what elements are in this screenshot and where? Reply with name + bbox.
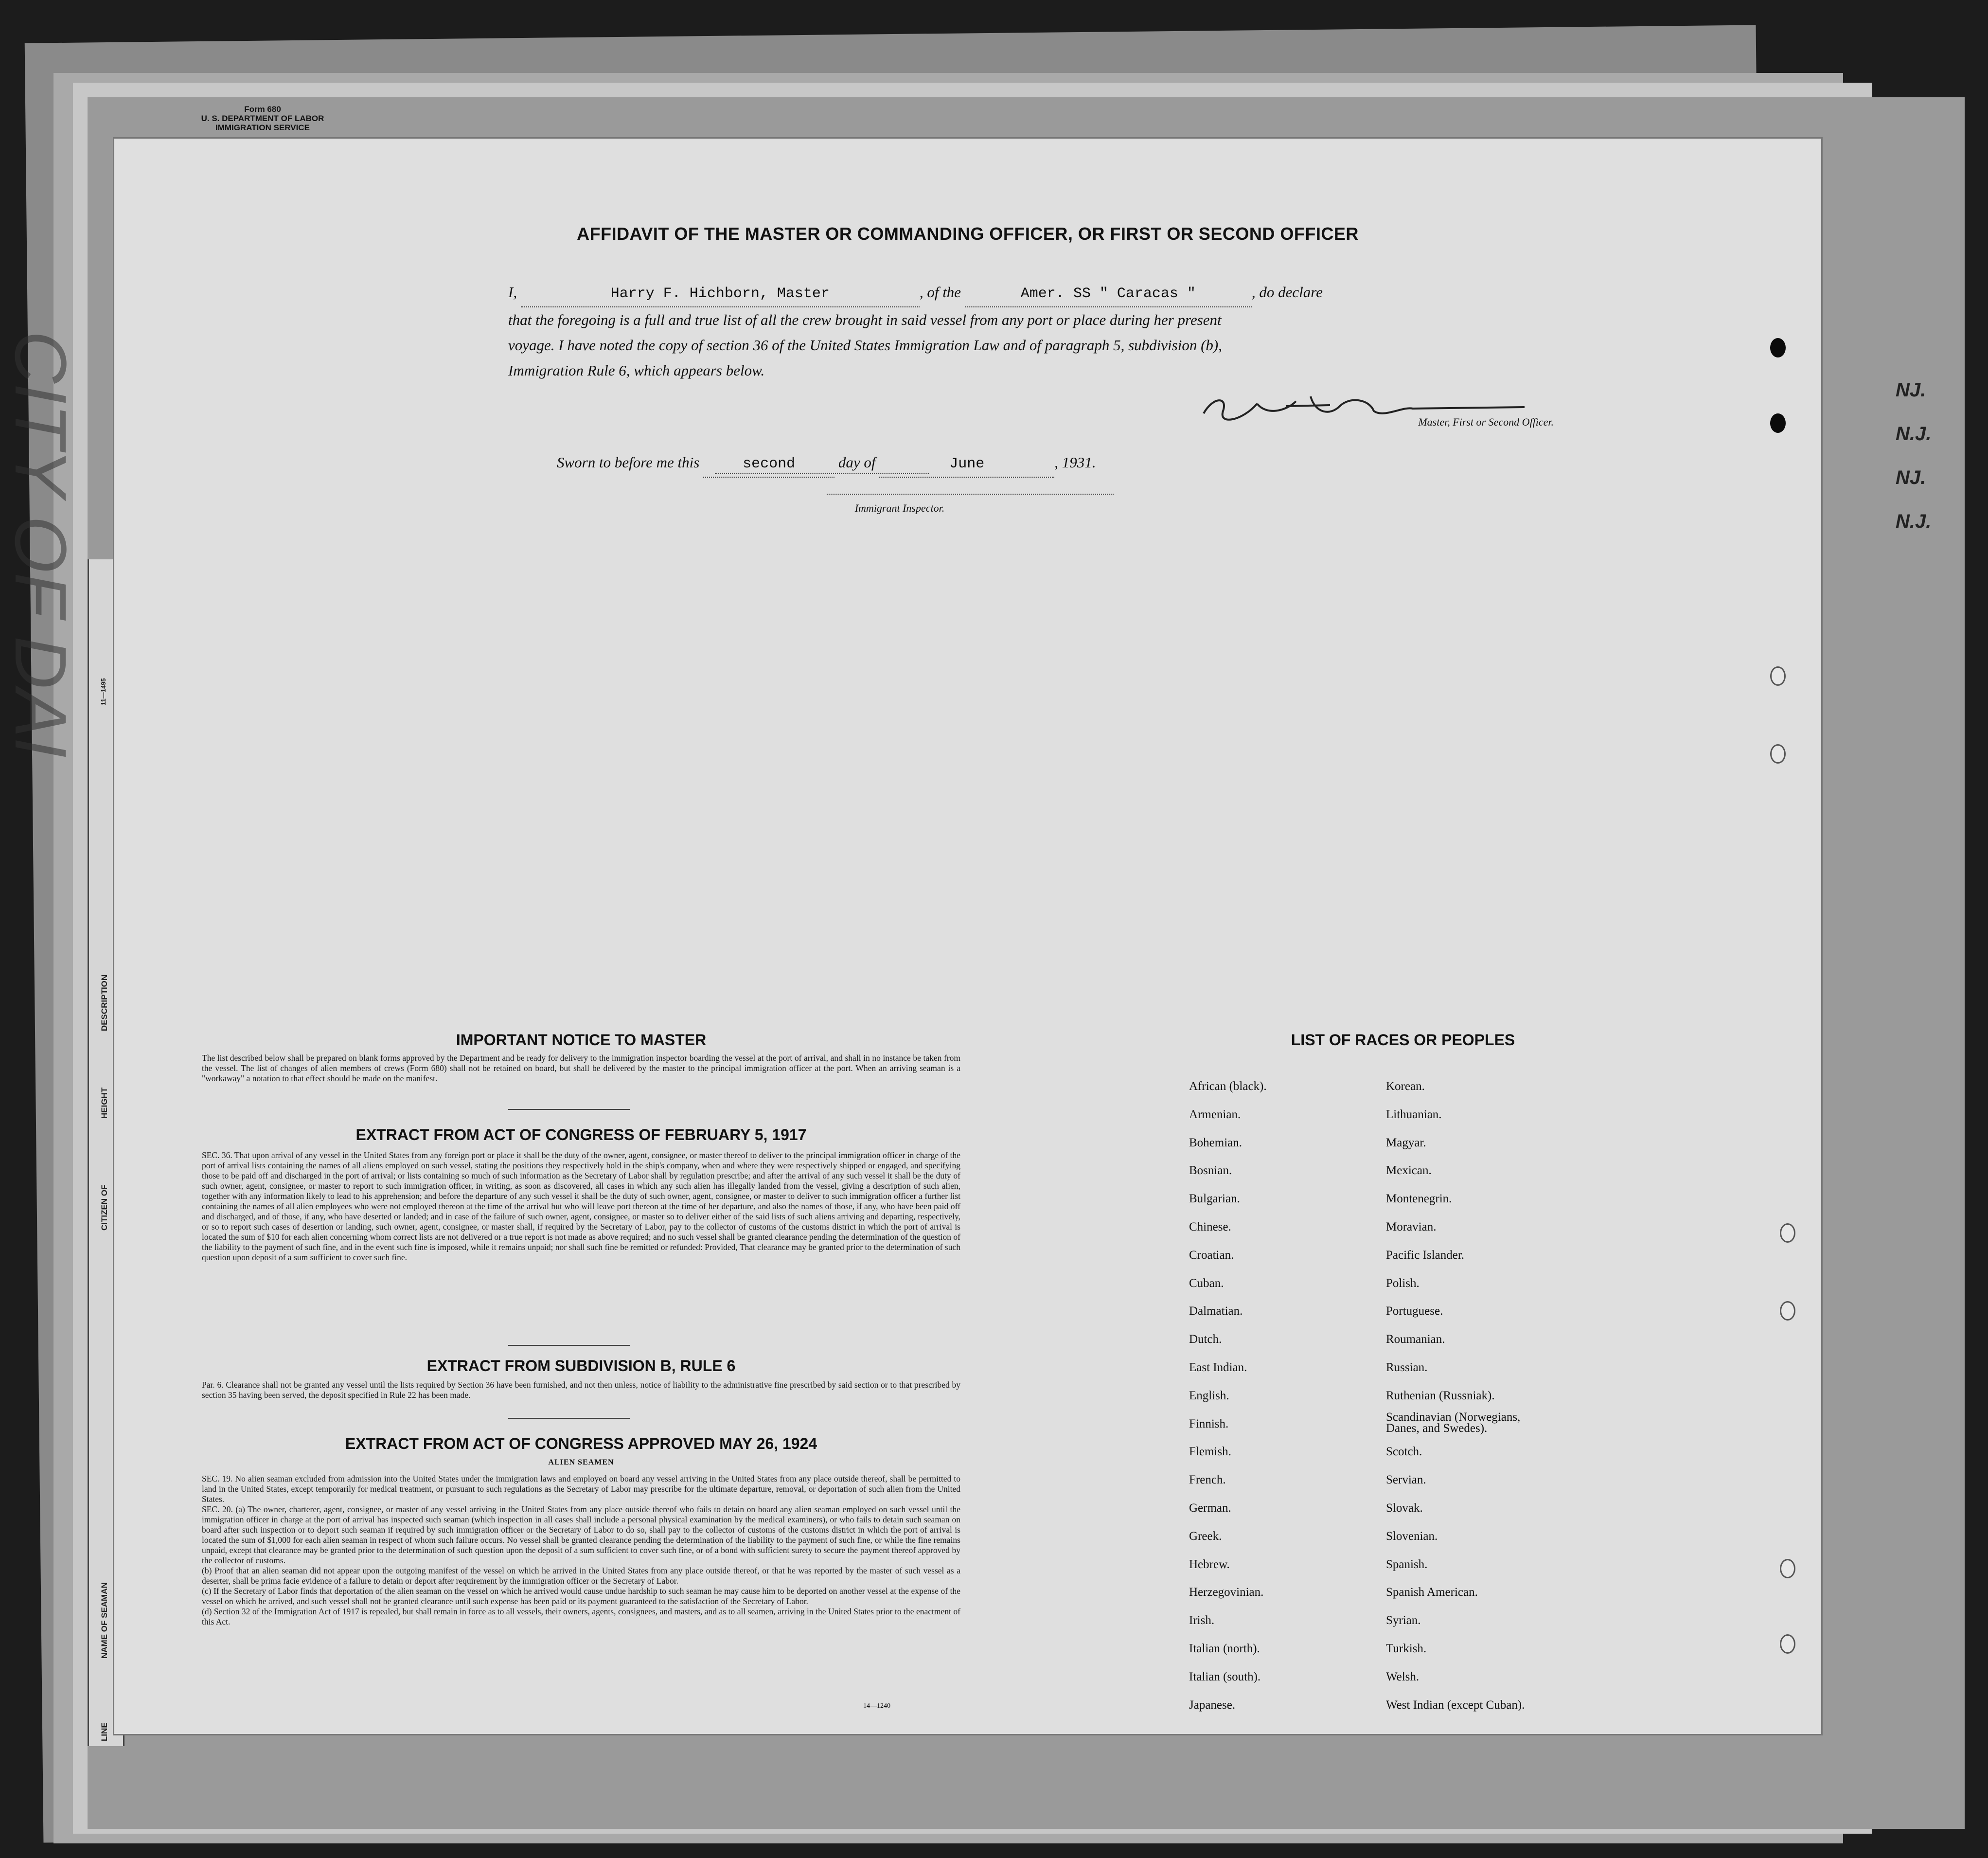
race-item: Pacific Islander. — [1386, 1248, 1465, 1262]
sworn-day-field: second — [703, 451, 834, 478]
race-item: Syrian. — [1386, 1614, 1421, 1627]
affidavit-page — [114, 139, 1821, 1734]
affidavit-title: AFFIDAVIT OF THE MASTER OR COMMANDING OFFICER, OR FIRST OR SECOND OFFICER — [577, 224, 1359, 244]
race-item: Slovenian. — [1386, 1529, 1438, 1543]
race-item: Cuban. — [1189, 1276, 1224, 1290]
extract-1924-subtitle: ALIEN SEAMEN — [548, 1458, 614, 1466]
service-name: IMMIGRATION SERVICE — [215, 123, 310, 130]
race-item: Dalmatian. — [1189, 1304, 1243, 1318]
race-item: Slovak. — [1386, 1501, 1423, 1515]
race-item: Scandinavian (Norwegians, Danes, and Swedes). — [1386, 1410, 1521, 1435]
margin-mark: NJ. — [1896, 467, 1926, 488]
race-item: Spanish. — [1386, 1557, 1428, 1571]
sworn-day-of: day of — [838, 454, 876, 471]
affidavit-line: that the foregoing is a full and true list of all the crew brought in said vessel from any port or place during her present — [508, 311, 1222, 328]
inspector-signature-line — [827, 494, 1114, 496]
race-item: Flemish. — [1189, 1445, 1231, 1459]
punch-hole — [1780, 1301, 1795, 1321]
affidavit-line: voyage. I have noted the copy of section 36 of the United States Immigration Law and of paragraph 5, subdivision (b), — [508, 337, 1222, 354]
punch-hole — [1780, 1223, 1795, 1243]
side-label: HEIGHT — [100, 1087, 109, 1119]
race-item: Italian (north). — [1189, 1642, 1260, 1655]
handwritten-margin-stamp: CITY OF DAI — [0, 331, 82, 758]
race-item: Portuguese. — [1386, 1304, 1443, 1318]
race-item: East Indian. — [1189, 1360, 1247, 1374]
punch-hole — [1780, 1559, 1795, 1578]
punch-hole — [1770, 666, 1786, 686]
race-item: German. — [1189, 1501, 1231, 1515]
race-item: Dutch. — [1189, 1333, 1222, 1346]
text-i: I, — [508, 284, 517, 301]
race-item: Scotch. — [1386, 1445, 1422, 1459]
extract-1924-text: SEC. 19. No alien seaman excluded from admission into the United States under the immigration laws and employed on board any vessel arriving in the United States from any place outside thereof, shall be permitted to land in the United States, except temporarily for medical treatment, or pursuant to such regulations as the Secretary of Labor may prescribe for the ultimate departure, removal, or deportation of such alien from the United States. SEC. 20. (a) The owner, charterer, agent, consignee, or master of any vessel arriving in the United States from any place outside thereof who fails to detain on board any alien seaman employed on such vessel until the immigration officer in charge at the port of arrival has inspected such seaman (which inspection in all cases shall include a personal physical examination by the medical examiners), or who fails to detain such seaman on board after such inspection or to deport such seaman if required by such immigration officer or the Secretary of Labor to do so, shall pay to the collector of customs of the customs district in which the port of arrival is located the sum of $1,000 for each alien seaman in respect of whom such failure occurs. No vessel shall be granted clearance pending the determination of the liability to the payment of such fine, or while the fine remains unpaid, except that clearance may be granted prior to the determination of such question upon the deposit of a sum sufficient to cover such fine, or of a bond with sufficient surety to secure the payment thereof approved by the collector of customs. (b) Proof that an alien seaman did not appear upon the outgoing manifest of the vessel on which he arrived in the United States from any place outside thereof, or that he was reported by the master of such vessel as a deserter, shall be prima facie evidence of a failure to detain or deport after requirement by the immigration officer or the Secretary of Labor. (c) If the Secretary of Labor finds that deportation of the alien seaman on the vessel on which he arrived would cause undue hardship to such seaman he may cause him to be deported on another vessel at the expense of the vessel on which he arrived, and such vessel shall not be granted clearance until such expense has been paid or its payment guaranteed to the satisfaction of the Secretary of Labor. (d) Section 32 of the Immigration Act of 1917 is repealed, but shall remain in force as to all vessels, their owners, agents, consignees, and masters, and as to all seamen, arriving in the United States prior to the enactment of this Act. — [202, 1474, 960, 1626]
race-item: Roumanian. — [1386, 1333, 1445, 1346]
race-item: Moravian. — [1386, 1220, 1437, 1233]
margin-mark: NJ. — [1896, 379, 1926, 401]
notice-title: IMPORTANT NOTICE TO MASTER — [456, 1031, 707, 1049]
form-print-code: 14—1240 — [863, 1702, 890, 1710]
race-item: Bulgarian. — [1189, 1192, 1240, 1206]
side-label: DESCRIPTION — [100, 974, 109, 1031]
race-item: Turkish. — [1386, 1642, 1427, 1655]
inspector-signature-line — [715, 473, 929, 475]
race-item: Italian (south). — [1189, 1670, 1261, 1683]
race-item: Hebrew. — [1189, 1557, 1230, 1571]
race-item: Herzegovinian. — [1189, 1586, 1264, 1599]
race-item: Ruthenian (Russniak). — [1386, 1389, 1495, 1402]
races-left-column — [1189, 1072, 1267, 1719]
races-right-column — [1386, 1072, 1525, 1719]
race-item: Russian. — [1386, 1360, 1428, 1374]
extract-rule6-text: Par. 6. Clearance shall not be granted any vessel until the lists required by Section 36 have been furnished, and not then unless, notice of liability to the administrative fine prescribed by said section or to that prescribed by section 35 having been served, the deposit specified in Rule 22 has been made. — [202, 1380, 960, 1400]
punch-hole — [1770, 413, 1786, 433]
race-item: Bosnian. — [1189, 1164, 1232, 1178]
race-item: Polish. — [1386, 1276, 1420, 1290]
races-title: LIST OF RACES OR PEOPLES — [1291, 1031, 1515, 1049]
sworn-month-field: June — [879, 451, 1054, 478]
side-label: NAME OF SEAMAN — [100, 1582, 109, 1659]
punch-hole — [1770, 744, 1786, 764]
punch-hole — [1770, 338, 1786, 357]
side-label: CITIZEN OF — [100, 1184, 109, 1231]
extract-1924-title: EXTRACT FROM ACT OF CONGRESS APPROVED MAY 26, 1924 — [345, 1435, 817, 1452]
extract-rule6-title: EXTRACT FROM SUBDIVISION B, RULE 6 — [426, 1357, 736, 1375]
side-label: LINE — [100, 1722, 109, 1741]
affidavit-line: Immigration Rule 6, which appears below. — [508, 362, 765, 379]
form-code: 11—1495 — [100, 678, 107, 705]
form-header — [185, 105, 340, 130]
race-item: West Indian (except Cuban). — [1386, 1698, 1525, 1712]
department-name: U. S. DEPARTMENT OF LABOR — [201, 114, 324, 123]
race-item: Finnish. — [1189, 1417, 1229, 1430]
affidavit-declaration — [508, 280, 1578, 383]
race-item: Croatian. — [1189, 1248, 1234, 1262]
race-item: English. — [1189, 1389, 1229, 1402]
race-item: Greek. — [1189, 1529, 1222, 1543]
section-divider — [508, 1418, 630, 1419]
section-divider — [508, 1109, 630, 1110]
margin-mark: N.J. — [1896, 423, 1932, 445]
extract-1917-text: SEC. 36. That upon arrival of any vessel in the United States from any foreign port or place it shall be the duty of the owner, agent, consignee, or master thereof to deliver to the principal immigration officer in charge of the port of arrival lists containing the names of all aliens employed on such vessel, stating the positions they respectively hold in the ship's company, when and where they were respectively shipped or engaged, and specifying those to be paid off and discharged in the port of arrival; or lists containing so much of such information as the Secretary of Labor shall by regulation prescribe; and after the arrival of any such vessel it shall be the duty of such owner, agent, consignee, or master to report to such immigration officer, in writing, as soon as discovered, all cases in which any such alien has illegally landed from the vessel, giving a description of such alien, together with any information likely to lead to his apprehension; and before the departure of any such vessel it shall be the duty of such owner, agent, consignee, or master to deliver to such immigration officer a further list containing the names of all alien employees who were not employed thereon at the time of the arrival but who will leave port thereon at the time of her departure, and also the names of those, if any, who have been paid off and discharged, and of those, if any, who have deserted or landed; and in case of the failure of such owner, agent, consignee, or master so to deliver either of the said lists of such aliens arriving and departing, respectively, or so to report such cases of desertion or landing, such owner, agent, consignee, or master shall, if required by the Secretary of Labor, pay to the collector of customs of the customs district in which the port of arrival is located the sum of $10 for each alien concerning whom correct lists are not delivered or a true report is not made as above required; and no such vessel shall be granted clearance pending the determination of the question of the liability to the payment of such fine, and in the event such fine is imposed, while it remains unpaid; nor shall such fine be remitted or refunded: Provided, That clearance may be granted prior to the determination of such question upon deposit of a sum sufficient to cover such fine. — [202, 1150, 960, 1262]
section-divider — [508, 1345, 630, 1346]
race-item: Mexican. — [1386, 1164, 1432, 1178]
text-of-the: , of the — [919, 284, 961, 301]
form-number: Form 680 — [244, 105, 281, 114]
notice-text: The list described below shall be prepared on blank forms approved by the Department and be ready for delivery to the immigration inspector boarding the vessel at the port of arrival, and shall in no instance be taken from the vessel. The list of changes of alien members of crews (Form 680) shall not be retained on board, but shall be delivered by the master to the principal immigration officer at the port. When an arriving seaman is a "workaway" a notation to that effect should be made on the manifest. — [202, 1053, 960, 1083]
race-item: French. — [1189, 1473, 1226, 1487]
race-item: Spanish American. — [1386, 1586, 1478, 1599]
text-do-declare: , do declare — [1251, 284, 1323, 301]
sworn-prefix: Sworn to before me this — [557, 454, 700, 471]
race-item: Servian. — [1386, 1473, 1426, 1487]
declarant-name-field: Harry F. Hichborn, Master — [521, 281, 920, 307]
race-item: African (black). — [1189, 1080, 1267, 1093]
race-item: Montenegrin. — [1386, 1192, 1452, 1206]
race-item: Armenian. — [1189, 1108, 1241, 1121]
punch-hole — [1780, 1634, 1795, 1654]
race-item: Irish. — [1189, 1614, 1215, 1627]
right-margin-marks — [1896, 379, 1959, 554]
sworn-year: , 1931. — [1054, 454, 1096, 471]
race-item: Magyar. — [1386, 1136, 1426, 1149]
race-item: Lithuanian. — [1386, 1108, 1442, 1121]
race-item: Japanese. — [1189, 1698, 1236, 1712]
signature-caption: Master, First or Second Officer. — [1418, 416, 1554, 428]
race-item: Welsh. — [1386, 1670, 1420, 1683]
margin-mark: N.J. — [1896, 511, 1932, 532]
extract-1917-title: EXTRACT FROM ACT OF CONGRESS OF FEBRUARY 5, 1917 — [355, 1126, 807, 1143]
vessel-name-field: Amer. SS " Caracas " — [965, 281, 1252, 307]
race-item: Korean. — [1386, 1080, 1425, 1093]
race-item: Bohemian. — [1189, 1136, 1242, 1149]
inspector-caption: Immigrant Inspector. — [854, 502, 945, 514]
race-item: Chinese. — [1189, 1220, 1231, 1233]
